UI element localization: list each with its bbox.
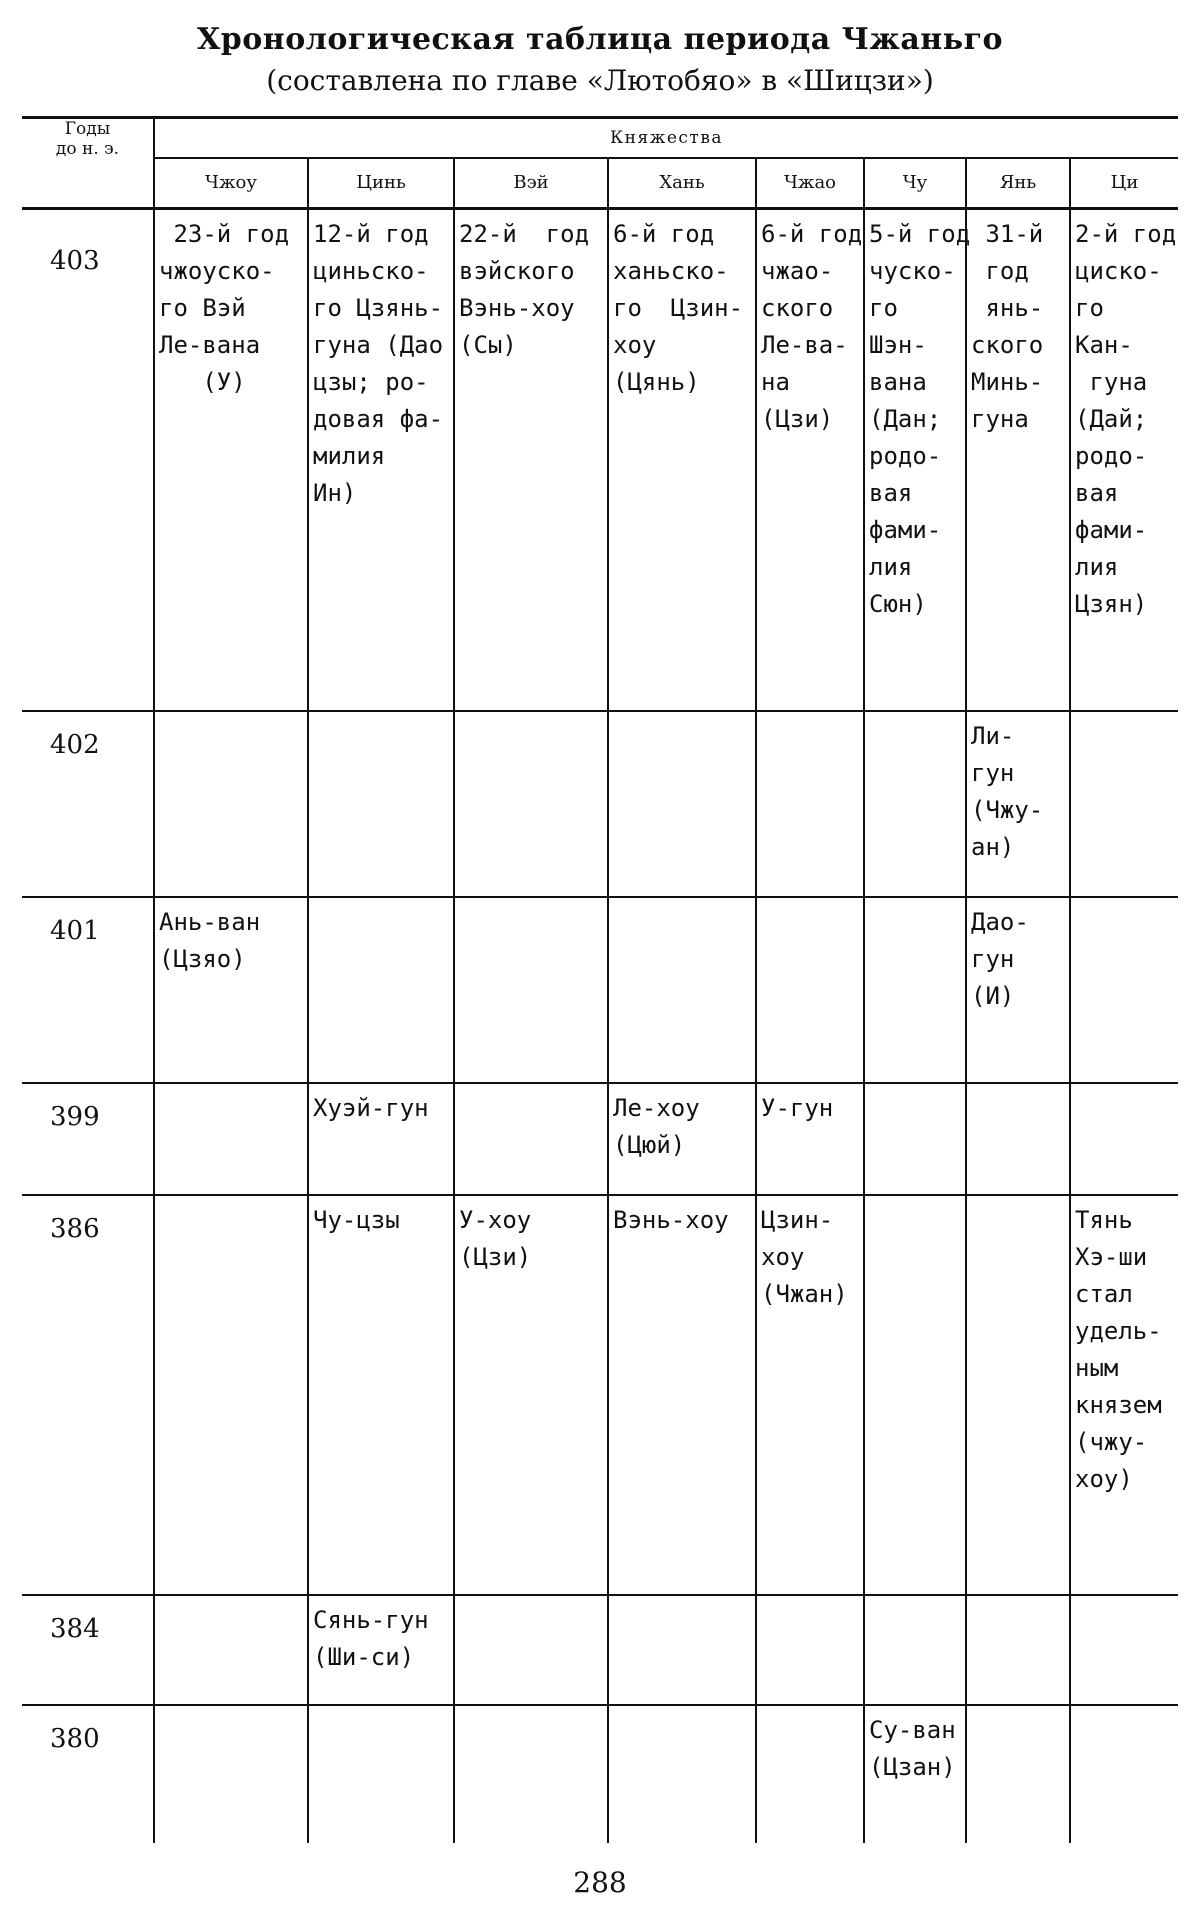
column-header-qin: Цинь bbox=[308, 158, 454, 209]
table-cell: Су-ван (Цзан) bbox=[869, 1715, 956, 1781]
column-header-chu: Чу bbox=[864, 158, 966, 209]
table-cell bbox=[757, 898, 863, 904]
column-header-wei: Вэй bbox=[454, 158, 608, 209]
table-cell bbox=[865, 1084, 965, 1090]
table-cell: Хуэй-гун bbox=[313, 1093, 429, 1122]
column-header-zhou: Чжоу bbox=[154, 158, 308, 209]
column-header-han: Хань bbox=[608, 158, 756, 209]
year-cell: 384 bbox=[50, 1613, 100, 1644]
year-cell: 380 bbox=[50, 1723, 100, 1754]
table-cell: 2-й год циско- го Кан- гуна (Дай; родо- вая фами- лия Цзян) bbox=[1075, 220, 1177, 618]
table-cell bbox=[609, 1596, 755, 1602]
table-row bbox=[22, 209, 1178, 711]
table-cell bbox=[1071, 1596, 1178, 1602]
table-cell bbox=[967, 1084, 1069, 1090]
table-cell: 12-й год циньско- го Цзянь- гуна (Дао цзы; ро- довая фа- милия Ин) bbox=[313, 220, 444, 507]
table-row bbox=[22, 1595, 1178, 1705]
table-cell: Сянь-гун (Ши-си) bbox=[313, 1605, 429, 1671]
table-cell bbox=[967, 1596, 1069, 1602]
year-cell: 403 bbox=[50, 246, 100, 276]
table-cell bbox=[455, 1084, 607, 1090]
column-header-qi: Ци bbox=[1070, 158, 1178, 209]
principalities-header: Княжества bbox=[154, 118, 1178, 159]
table-cell bbox=[967, 1706, 1069, 1712]
year-cell: 399 bbox=[50, 1101, 100, 1132]
table-cell bbox=[455, 712, 607, 718]
table-row bbox=[22, 897, 1178, 1083]
table-cell bbox=[865, 898, 965, 904]
table-cell bbox=[155, 1596, 307, 1602]
table-row bbox=[22, 1083, 1178, 1195]
table-cell: У-хоу (Цзи) bbox=[459, 1205, 532, 1271]
table-cell bbox=[155, 712, 307, 718]
table-cell bbox=[609, 1706, 755, 1712]
year-cell: 402 bbox=[50, 729, 100, 760]
table-cell: 6-й год чжао- ского Ле-ва- на (Цзи) bbox=[761, 220, 863, 433]
table-cell: У-гун bbox=[761, 1093, 834, 1122]
table-cell bbox=[455, 1596, 607, 1602]
year-cell: 386 bbox=[50, 1213, 100, 1244]
table-cell bbox=[609, 898, 755, 904]
column-header-zhao: Чжао bbox=[756, 158, 864, 209]
table-cell bbox=[865, 712, 965, 718]
table-cell bbox=[309, 1706, 453, 1712]
table-cell bbox=[757, 712, 863, 718]
table-cell: 5-й год чуско- го Шэн- вана (Дан; родо- вая фами- лия Сюн) bbox=[869, 220, 971, 618]
table-cell bbox=[309, 898, 453, 904]
table-row bbox=[22, 1705, 1178, 1843]
year-cell: 401 bbox=[50, 915, 100, 946]
table-cell: Цзин- хоу (Чжан) bbox=[761, 1205, 848, 1308]
table-cell: 23-й год чжоуско- го Вэй Ле-вана (У) bbox=[159, 220, 290, 396]
table-cell bbox=[155, 1196, 307, 1202]
table-cell: Вэнь-хоу bbox=[613, 1205, 729, 1234]
column-header-yan: Янь bbox=[966, 158, 1070, 209]
table-cell bbox=[155, 1084, 307, 1090]
page-title: Хронологическая таблица периода Чжаньго bbox=[196, 22, 1004, 57]
table-cell bbox=[455, 898, 607, 904]
table-cell bbox=[309, 712, 453, 718]
table-cell: 22-й год вэйского Вэнь-хоу (Сы) bbox=[459, 220, 590, 359]
table-cell bbox=[967, 1196, 1069, 1202]
page-subtitle: (составлена по главе «Лютобяо» в «Шицзи») bbox=[266, 64, 934, 97]
table-cell bbox=[865, 1196, 965, 1202]
years-column-header: Годы до н. э. bbox=[22, 118, 154, 209]
table-cell bbox=[1071, 1706, 1178, 1712]
table-row bbox=[22, 1195, 1178, 1595]
chronology-table bbox=[22, 116, 1178, 1843]
table-cell: Ле-хоу (Цюй) bbox=[613, 1093, 700, 1159]
table-cell bbox=[609, 712, 755, 718]
table-cell: 31-й год янь- ского Минь- гуна bbox=[971, 220, 1044, 433]
table-cell bbox=[757, 1596, 863, 1602]
table-cell: Дао- гун (И) bbox=[971, 907, 1029, 1010]
table-row bbox=[22, 711, 1178, 897]
page-number: 288 bbox=[573, 1866, 627, 1899]
table-cell: Ли- гун (Чжу- ан) bbox=[971, 721, 1044, 861]
table-cell: Чу-цзы bbox=[313, 1205, 400, 1234]
table-cell bbox=[1071, 1084, 1178, 1090]
table-cell bbox=[1071, 712, 1178, 718]
table-cell: 6-й год ханьско- го Цзин- хоу (Цянь) bbox=[613, 220, 744, 396]
table-cell bbox=[155, 1706, 307, 1712]
table-cell: Тянь Хэ-ши стал удель- ным князем (чжу- хоу) bbox=[1075, 1205, 1162, 1493]
table-cell bbox=[1071, 898, 1178, 904]
table-cell: Ань-ван (Цзяо) bbox=[159, 907, 261, 973]
table-cell bbox=[757, 1706, 863, 1712]
table-cell bbox=[865, 1596, 965, 1602]
table-cell bbox=[455, 1706, 607, 1712]
